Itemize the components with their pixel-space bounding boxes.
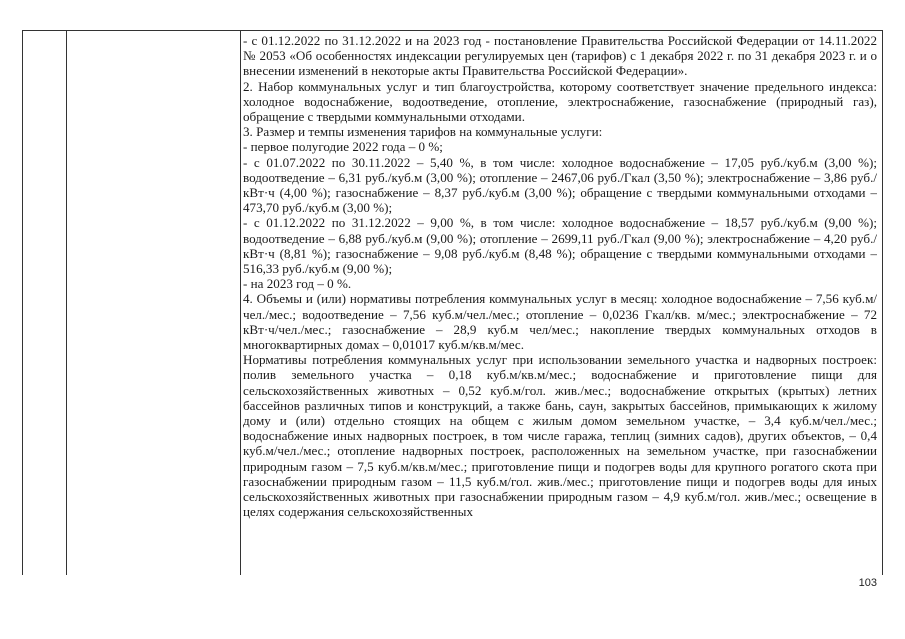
document-table [22, 30, 883, 575]
paragraph-tariffs-jul-nov-2022: - с 01.07.2022 по 30.11.2022 – 5,40 %, в том числе: холодное водоснабжение – 17,05 руб./куб.м (3,00 %); водоотведение – 6,31 руб./куб.м (3,00 %); отопление – 2467,06 руб./Гкал (3,50 %); электроснабжение – 3,86 руб./кВт·ч (4,00 %); газоснабжение – 8,37 руб./куб.м (3,00 %); обращение с твердыми коммунальными отходами – 473,70 руб./куб.м (3,00 %); [243, 154, 877, 216]
paragraph-tariff-heading: 3. Размер и темпы изменения тарифов на коммунальные услуги: [243, 124, 603, 140]
paragraph-consumption-norms: 4. Объемы и (или) нормативы потребления коммунальных услуг в месяц: холодное водоснабжение – 7,56 куб.м/чел./мес.; водоотведение – 7,56 куб.м/чел./мес.; отопление – 0,0236 Гкал/кв. м/мес.; электроснабжение – 72 кВт·ч/чел./мес.; газоснабжение – 28,9 куб.м чел/мес.; накопление твердых коммунальных отходов в многоквартирных домах – 0,01017 куб.м/кв.м/мес. [243, 291, 877, 353]
paragraph-first-half-2022: - первое полугодие 2022 года – 0 %; [243, 139, 443, 155]
column-divider-2 [240, 31, 241, 575]
table-cell-text [243, 33, 877, 573]
page-number: 103 [858, 577, 877, 589]
paragraph-services-set: 2. Набор коммунальных услуг и тип благоустройства, которому соответствует значение предельного индекса: холодное водоснабжение, водоотведение, отопление, электроснабжение, газоснабжение (природный газ), обращение с твердыми коммунальными отходами. [243, 78, 877, 125]
paragraph-indexation-decree: - с 01.12.2022 по 31.12.2022 и на 2023 год - постановление Правительства Российской Федерации от 14.11.2022 № 2053 «Об особенностях индексации регулируемых цен (тарифов) с 1 декабря 2022 г. по 31 декабря 2023 г. и о внесении изменений в некоторые акты Правительства Российской Федерации». [243, 33, 877, 79]
paragraph-land-plot-norms: Нормативы потребления коммунальных услуг при использовании земельного участка и надворных построек: полив земельного участка – 0,18 куб.м/кв.м/мес.; водоснабжение и приготовление пищи для сельскохозяйственных животных – 0,52 куб.м/гол. жив./мес.; водоснабжение открытых (крытых) летних бассейнов различных типов и конструкций, а также бань, саун, закрытых бассейнов, примыкающих к жилому дому и (или) отдельно стоящих на общем с жилым домом земельном участке, – 3,4 куб.м/чел./мес.; водоснабжение иных надворных построек, в том числе гаража, теплиц (зимних садов), других объектов, – 0,4 куб.м/чел./мес.; отопление надворных построек, расположенных на земельном участке, при газоснабжении природным газом – 7,5 куб.м/кв.м/мес.; приготовление пищи и подогрев воды для крупного рогатого скота при газоснабжении природным газом – 11,5 куб.м/гол. жив./мес.; приготовление пищи и подогрев воды для иных сельскохозяйственных животных при газоснабжении природным газом – 4,9 куб.м/гол. жив./мес.; освещение в целях содержания сельскохозяйственных [243, 352, 877, 520]
paragraph-2023: - на 2023 год – 0 %. [243, 276, 352, 292]
paragraph-tariffs-dec-2022: - с 01.12.2022 по 31.12.2022 – 9,00 %, в том числе: холодное водоснабжение – 18,57 руб./куб.м (9,00 %); водоотведение – 6,88 руб./куб.м (9,00 %); отопление – 2699,11 руб./Гкал (9,00 %); электроснабжение – 4,20 руб./кВт·ч (8,81 %); газоснабжение – 9,08 руб./куб.м (8,48 %); обращение с твердыми коммунальными отходами – 516,33 руб./куб.м (9,00 %); [243, 215, 877, 277]
column-divider-1 [66, 31, 67, 575]
